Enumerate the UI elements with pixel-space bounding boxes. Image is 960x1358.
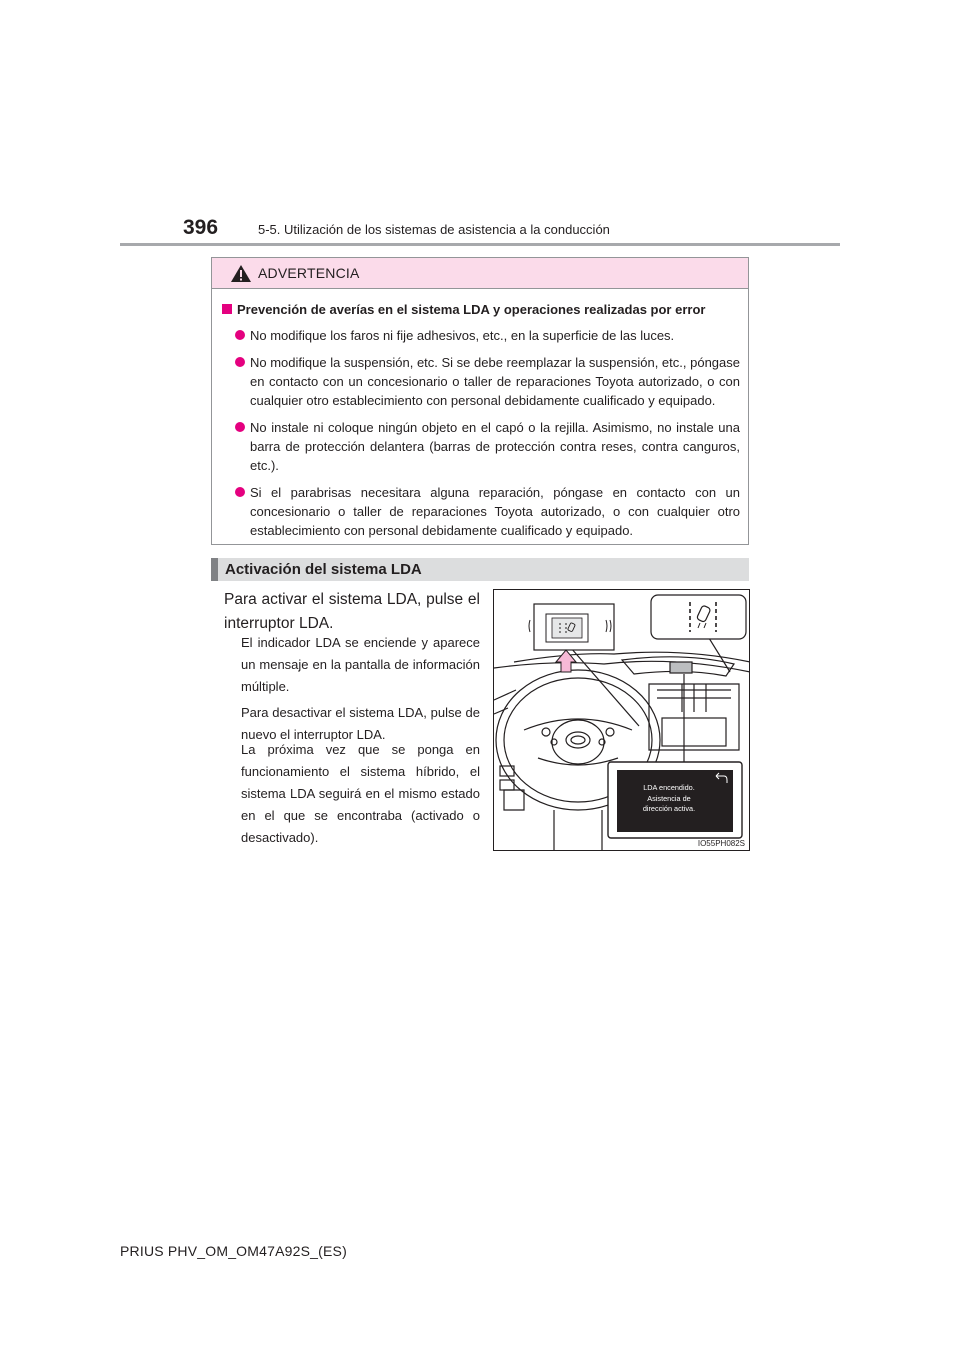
activation-section-header: [211, 558, 749, 581]
warning-bullet: [222, 483, 740, 540]
warning-bullet-text: No instale ni coloque ningún objeto en el capó o la rejilla. Asimismo, no instale una barra de protección delantera (barras de protección contra reses, contra canguros, etc.).: [250, 420, 740, 473]
warning-heading: [222, 300, 740, 319]
activation-paragraph: El indicador LDA se enciende y aparece un mensaje en la pantalla de información múltiple.: [241, 635, 480, 694]
section-accent-bar: [211, 558, 218, 581]
footer-document-code: PRIUS PHV_OM_OM47A92S_(ES): [120, 1243, 347, 1259]
activation-section-title: Activación del sistema LDA: [225, 561, 422, 578]
warning-bullet: [222, 418, 740, 475]
activation-paragraph: Para desactivar el sistema LDA, pulse de nuevo el interruptor LDA.: [241, 705, 480, 742]
warning-body: [212, 289, 748, 540]
warning-bullet-text: Si el parabrisas necesitara alguna reparación, póngase en contacto con un concesionario o taller de reparaciones Toyota autorizado, o con cualquier otro establecimiento con personal debidamente cualificado y equipado.: [250, 485, 740, 538]
square-bullet-icon: [222, 304, 232, 314]
circle-bullet-icon: [235, 330, 245, 340]
circle-bullet-icon: [235, 422, 245, 432]
figure-code: IO55PH082S: [697, 839, 745, 848]
warning-bullet: [222, 353, 740, 410]
warning-heading-text: Prevención de averías en el sistema LDA y operaciones realizadas por error: [237, 302, 706, 317]
display-message-line: Asistencia de: [647, 793, 691, 803]
section-title: 5-5. Utilización de los sistemas de asistencia a la conducción: [258, 222, 610, 237]
circle-bullet-icon: [235, 487, 245, 497]
warning-header: [212, 258, 748, 289]
warning-bullet: [222, 326, 740, 345]
dashboard-illustration: [493, 589, 750, 851]
activation-paragraph: La próxima vez que se ponga en funcionamiento el sistema híbrido, el sistema LDA seguirá en el mismo estado en el que se encontraba (activado o desactivado).: [241, 742, 480, 845]
page-number: 396: [183, 216, 219, 239]
header-divider: [120, 243, 840, 246]
display-message-line: dirección activa.: [642, 804, 696, 813]
warning-title: ADVERTENCIA: [258, 265, 360, 281]
warning-box: [211, 257, 749, 545]
activation-intro: Para activar el sistema LDA, pulse el interruptor LDA.: [224, 591, 480, 632]
warning-bullet-text: No modifique los faros ni fije adhesivos, etc., en la superficie de las luces.: [250, 328, 675, 343]
display-message: [620, 783, 718, 815]
warning-bullet-text: No modifique la suspensión, etc. Si se debe reemplazar la suspensión, etc., póngase en contacto con un concesionario o taller de reparaciones Toyota autorizado, o con cualquier otro establecimiento con personal debidamente cualificado y equipado.: [250, 355, 740, 408]
circle-bullet-icon: [235, 357, 245, 367]
warning-triangle-icon: [230, 264, 252, 283]
display-message-line: LDA encendido.: [643, 783, 695, 792]
